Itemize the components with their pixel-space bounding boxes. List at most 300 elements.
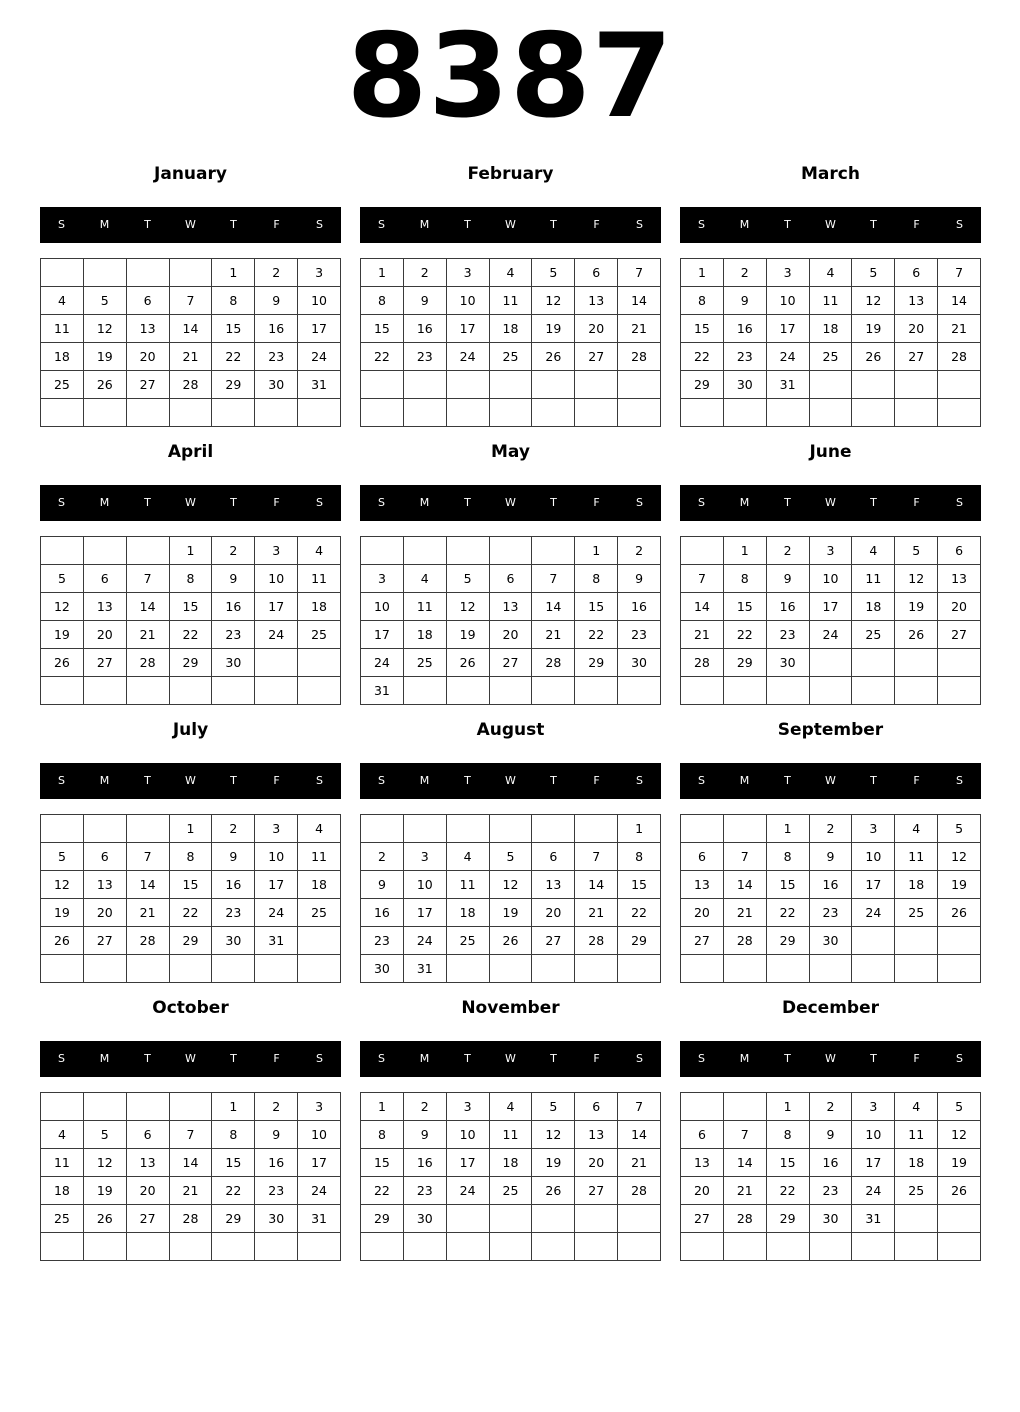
day-cell: 22 bbox=[212, 1177, 255, 1205]
day-cell: 23 bbox=[724, 343, 767, 371]
day-cell: 15 bbox=[767, 871, 810, 899]
day-cell: 21 bbox=[724, 1177, 767, 1205]
day-cell: 18 bbox=[298, 871, 341, 899]
month-july bbox=[40, 720, 341, 983]
weekday-label: W bbox=[185, 496, 196, 509]
weekday-label: F bbox=[273, 218, 280, 231]
day-cell: 8 bbox=[724, 565, 767, 593]
day-cell: 15 bbox=[170, 871, 213, 899]
day-cell: 13 bbox=[127, 315, 170, 343]
empty-day-cell bbox=[298, 399, 341, 427]
empty-day-cell bbox=[361, 399, 404, 427]
day-cell: 17 bbox=[447, 1149, 490, 1177]
empty-day-cell bbox=[41, 1233, 84, 1261]
day-cell: 13 bbox=[84, 871, 127, 899]
empty-day-cell bbox=[490, 537, 533, 565]
empty-day-cell bbox=[618, 955, 661, 983]
day-grid bbox=[680, 1092, 981, 1261]
day-cell: 5 bbox=[41, 565, 84, 593]
empty-day-cell bbox=[895, 1205, 938, 1233]
empty-day-cell bbox=[361, 1233, 404, 1261]
day-cell: 31 bbox=[298, 1205, 341, 1233]
day-cell: 21 bbox=[938, 315, 981, 343]
day-cell: 17 bbox=[404, 899, 447, 927]
day-cell: 27 bbox=[681, 1205, 724, 1233]
day-cell: 18 bbox=[852, 593, 895, 621]
day-cell: 28 bbox=[532, 649, 575, 677]
day-cell: 16 bbox=[810, 1149, 853, 1177]
month-name: May bbox=[491, 442, 530, 462]
day-cell: 20 bbox=[575, 315, 618, 343]
day-cell: 24 bbox=[447, 343, 490, 371]
day-cell: 29 bbox=[618, 927, 661, 955]
weekday-label: W bbox=[825, 1052, 836, 1065]
empty-day-cell bbox=[212, 955, 255, 983]
empty-day-cell bbox=[490, 815, 533, 843]
day-cell: 14 bbox=[618, 1121, 661, 1149]
empty-day-cell bbox=[404, 677, 447, 705]
day-cell: 24 bbox=[447, 1177, 490, 1205]
weekday-header bbox=[680, 207, 981, 243]
day-cell: 27 bbox=[84, 927, 127, 955]
weekday-label: S bbox=[58, 774, 65, 787]
day-cell: 23 bbox=[255, 1177, 298, 1205]
day-cell: 24 bbox=[298, 1177, 341, 1205]
day-cell: 9 bbox=[404, 287, 447, 315]
day-cell: 30 bbox=[212, 649, 255, 677]
day-grid bbox=[360, 536, 661, 705]
day-cell: 28 bbox=[618, 1177, 661, 1205]
weekday-label: T bbox=[550, 218, 557, 231]
year-title: 8387 bbox=[346, 9, 674, 144]
day-cell: 9 bbox=[618, 565, 661, 593]
empty-day-cell bbox=[127, 399, 170, 427]
day-cell: 28 bbox=[170, 371, 213, 399]
weekday-label: F bbox=[273, 1052, 280, 1065]
weekday-label: T bbox=[550, 496, 557, 509]
day-cell: 30 bbox=[255, 371, 298, 399]
day-cell: 3 bbox=[767, 259, 810, 287]
day-cell: 3 bbox=[447, 259, 490, 287]
empty-day-cell bbox=[170, 399, 213, 427]
weekday-label: F bbox=[593, 496, 600, 509]
day-cell: 16 bbox=[767, 593, 810, 621]
day-cell: 12 bbox=[490, 871, 533, 899]
empty-day-cell bbox=[938, 955, 981, 983]
day-cell: 2 bbox=[212, 537, 255, 565]
day-cell: 12 bbox=[938, 1121, 981, 1149]
day-cell: 31 bbox=[767, 371, 810, 399]
day-cell: 5 bbox=[938, 815, 981, 843]
day-cell: 20 bbox=[84, 899, 127, 927]
empty-day-cell bbox=[41, 1093, 84, 1121]
day-cell: 30 bbox=[810, 927, 853, 955]
day-cell: 12 bbox=[895, 565, 938, 593]
weekday-label: S bbox=[698, 218, 705, 231]
day-cell: 6 bbox=[575, 1093, 618, 1121]
day-cell: 21 bbox=[575, 899, 618, 927]
month-october bbox=[40, 998, 341, 1261]
empty-day-cell bbox=[618, 371, 661, 399]
day-cell: 27 bbox=[895, 343, 938, 371]
day-cell: 21 bbox=[724, 899, 767, 927]
empty-day-cell bbox=[361, 371, 404, 399]
day-cell: 30 bbox=[767, 649, 810, 677]
empty-day-cell bbox=[852, 955, 895, 983]
day-cell: 3 bbox=[298, 1093, 341, 1121]
day-cell: 22 bbox=[170, 621, 213, 649]
day-cell: 13 bbox=[532, 871, 575, 899]
day-cell: 18 bbox=[490, 1149, 533, 1177]
day-cell: 4 bbox=[490, 259, 533, 287]
empty-day-cell bbox=[724, 955, 767, 983]
day-cell: 12 bbox=[447, 593, 490, 621]
empty-day-cell bbox=[681, 955, 724, 983]
weekday-label: F bbox=[593, 218, 600, 231]
empty-day-cell bbox=[84, 259, 127, 287]
day-cell: 4 bbox=[404, 565, 447, 593]
day-cell: 4 bbox=[41, 1121, 84, 1149]
empty-day-cell bbox=[404, 371, 447, 399]
weekday-header bbox=[40, 1041, 341, 1077]
weekday-label: W bbox=[185, 774, 196, 787]
day-cell: 9 bbox=[255, 1121, 298, 1149]
day-cell: 13 bbox=[490, 593, 533, 621]
day-cell: 11 bbox=[298, 843, 341, 871]
empty-day-cell bbox=[447, 1205, 490, 1233]
weekday-label: T bbox=[144, 496, 151, 509]
day-cell: 29 bbox=[361, 1205, 404, 1233]
day-cell: 23 bbox=[361, 927, 404, 955]
day-cell: 8 bbox=[361, 287, 404, 315]
weekday-label: T bbox=[784, 218, 791, 231]
day-cell: 14 bbox=[532, 593, 575, 621]
day-cell: 27 bbox=[575, 1177, 618, 1205]
empty-day-cell bbox=[127, 677, 170, 705]
day-cell: 21 bbox=[618, 315, 661, 343]
day-cell: 14 bbox=[938, 287, 981, 315]
weekday-label: T bbox=[870, 218, 877, 231]
day-cell: 29 bbox=[724, 649, 767, 677]
weekday-label: S bbox=[636, 774, 643, 787]
empty-day-cell bbox=[852, 649, 895, 677]
day-grid bbox=[360, 814, 661, 983]
day-cell: 11 bbox=[810, 287, 853, 315]
day-grid bbox=[40, 814, 341, 983]
weekday-header bbox=[360, 207, 661, 243]
day-cell: 21 bbox=[532, 621, 575, 649]
empty-day-cell bbox=[404, 815, 447, 843]
day-cell: 25 bbox=[404, 649, 447, 677]
day-cell: 16 bbox=[404, 1149, 447, 1177]
day-cell: 9 bbox=[255, 287, 298, 315]
day-cell: 15 bbox=[618, 871, 661, 899]
empty-day-cell bbox=[895, 677, 938, 705]
day-cell: 13 bbox=[681, 1149, 724, 1177]
weekday-label: T bbox=[144, 774, 151, 787]
empty-day-cell bbox=[84, 955, 127, 983]
day-cell: 5 bbox=[41, 843, 84, 871]
weekday-label: T bbox=[144, 218, 151, 231]
day-cell: 6 bbox=[127, 1121, 170, 1149]
day-cell: 10 bbox=[447, 287, 490, 315]
weekday-label: S bbox=[956, 774, 963, 787]
day-cell: 30 bbox=[212, 927, 255, 955]
weekday-header bbox=[680, 1041, 981, 1077]
day-cell: 10 bbox=[255, 843, 298, 871]
empty-day-cell bbox=[41, 955, 84, 983]
day-cell: 16 bbox=[212, 871, 255, 899]
day-cell: 2 bbox=[255, 1093, 298, 1121]
day-cell: 22 bbox=[724, 621, 767, 649]
empty-day-cell bbox=[810, 399, 853, 427]
weekday-label: T bbox=[230, 1052, 237, 1065]
day-cell: 20 bbox=[532, 899, 575, 927]
empty-day-cell bbox=[255, 677, 298, 705]
day-cell: 19 bbox=[895, 593, 938, 621]
weekday-label: S bbox=[956, 1052, 963, 1065]
day-cell: 24 bbox=[852, 899, 895, 927]
weekday-label: T bbox=[870, 1052, 877, 1065]
empty-day-cell bbox=[127, 815, 170, 843]
day-cell: 25 bbox=[490, 343, 533, 371]
empty-day-cell bbox=[724, 677, 767, 705]
day-cell: 27 bbox=[127, 1205, 170, 1233]
day-cell: 2 bbox=[810, 1093, 853, 1121]
empty-day-cell bbox=[532, 955, 575, 983]
day-cell: 17 bbox=[767, 315, 810, 343]
weekday-label: T bbox=[784, 1052, 791, 1065]
day-cell: 21 bbox=[170, 343, 213, 371]
day-cell: 20 bbox=[938, 593, 981, 621]
day-cell: 3 bbox=[810, 537, 853, 565]
weekday-label: T bbox=[464, 1052, 471, 1065]
empty-day-cell bbox=[170, 1093, 213, 1121]
month-name: December bbox=[781, 998, 880, 1018]
day-cell: 10 bbox=[447, 1121, 490, 1149]
empty-day-cell bbox=[361, 815, 404, 843]
day-cell: 9 bbox=[810, 843, 853, 871]
day-cell: 11 bbox=[41, 1149, 84, 1177]
month-january bbox=[40, 164, 341, 427]
day-cell: 6 bbox=[681, 843, 724, 871]
day-cell: 17 bbox=[255, 593, 298, 621]
day-cell: 8 bbox=[767, 1121, 810, 1149]
weekday-label: T bbox=[870, 774, 877, 787]
weekday-label: F bbox=[913, 218, 920, 231]
day-cell: 26 bbox=[84, 1205, 127, 1233]
month-name: July bbox=[172, 720, 209, 740]
day-cell: 4 bbox=[490, 1093, 533, 1121]
day-cell: 7 bbox=[724, 843, 767, 871]
empty-day-cell bbox=[255, 649, 298, 677]
day-cell: 11 bbox=[404, 593, 447, 621]
day-cell: 31 bbox=[404, 955, 447, 983]
empty-day-cell bbox=[575, 677, 618, 705]
day-cell: 30 bbox=[724, 371, 767, 399]
day-cell: 6 bbox=[938, 537, 981, 565]
day-cell: 16 bbox=[361, 899, 404, 927]
day-cell: 16 bbox=[255, 315, 298, 343]
empty-day-cell bbox=[41, 537, 84, 565]
day-cell: 18 bbox=[41, 1177, 84, 1205]
weekday-label: S bbox=[698, 774, 705, 787]
day-cell: 5 bbox=[852, 259, 895, 287]
empty-day-cell bbox=[298, 649, 341, 677]
empty-day-cell bbox=[575, 1233, 618, 1261]
empty-day-cell bbox=[447, 677, 490, 705]
month-name: October bbox=[152, 998, 229, 1018]
empty-day-cell bbox=[532, 371, 575, 399]
day-cell: 17 bbox=[298, 315, 341, 343]
day-cell: 6 bbox=[490, 565, 533, 593]
day-cell: 12 bbox=[938, 843, 981, 871]
day-cell: 1 bbox=[212, 259, 255, 287]
empty-day-cell bbox=[447, 371, 490, 399]
day-cell: 19 bbox=[84, 343, 127, 371]
day-cell: 31 bbox=[852, 1205, 895, 1233]
day-cell: 9 bbox=[404, 1121, 447, 1149]
weekday-label: S bbox=[316, 774, 323, 787]
day-cell: 4 bbox=[895, 1093, 938, 1121]
empty-day-cell bbox=[127, 1093, 170, 1121]
weekday-label: S bbox=[58, 1052, 65, 1065]
day-cell: 4 bbox=[810, 259, 853, 287]
day-cell: 18 bbox=[490, 315, 533, 343]
day-cell: 2 bbox=[724, 259, 767, 287]
day-cell: 9 bbox=[724, 287, 767, 315]
weekday-label: T bbox=[784, 496, 791, 509]
empty-day-cell bbox=[618, 1205, 661, 1233]
day-cell: 30 bbox=[404, 1205, 447, 1233]
day-cell: 23 bbox=[212, 899, 255, 927]
day-cell: 22 bbox=[618, 899, 661, 927]
weekday-label: S bbox=[698, 496, 705, 509]
day-cell: 24 bbox=[810, 621, 853, 649]
day-cell: 1 bbox=[724, 537, 767, 565]
day-cell: 2 bbox=[618, 537, 661, 565]
day-cell: 24 bbox=[255, 621, 298, 649]
day-cell: 15 bbox=[575, 593, 618, 621]
weekday-label: S bbox=[378, 1052, 385, 1065]
weekday-label: M bbox=[739, 218, 750, 231]
empty-day-cell bbox=[938, 399, 981, 427]
day-cell: 15 bbox=[212, 1149, 255, 1177]
day-cell: 5 bbox=[84, 287, 127, 315]
day-cell: 4 bbox=[895, 815, 938, 843]
day-cell: 26 bbox=[532, 1177, 575, 1205]
weekday-header bbox=[360, 763, 661, 799]
empty-day-cell bbox=[404, 399, 447, 427]
day-cell: 26 bbox=[84, 371, 127, 399]
day-cell: 28 bbox=[127, 927, 170, 955]
weekday-label: T bbox=[784, 774, 791, 787]
weekday-label: F bbox=[273, 774, 280, 787]
empty-day-cell bbox=[724, 815, 767, 843]
day-cell: 27 bbox=[575, 343, 618, 371]
day-cell: 29 bbox=[681, 371, 724, 399]
day-cell: 22 bbox=[361, 343, 404, 371]
day-grid bbox=[680, 536, 981, 705]
empty-day-cell bbox=[127, 259, 170, 287]
day-cell: 4 bbox=[852, 537, 895, 565]
day-cell: 7 bbox=[127, 843, 170, 871]
day-cell: 26 bbox=[41, 649, 84, 677]
empty-day-cell bbox=[447, 815, 490, 843]
day-cell: 7 bbox=[170, 287, 213, 315]
day-cell: 25 bbox=[41, 1205, 84, 1233]
day-grid bbox=[40, 536, 341, 705]
day-grid bbox=[40, 1092, 341, 1261]
day-cell: 20 bbox=[575, 1149, 618, 1177]
day-cell: 12 bbox=[84, 1149, 127, 1177]
day-cell: 30 bbox=[361, 955, 404, 983]
day-cell: 16 bbox=[404, 315, 447, 343]
day-cell: 8 bbox=[681, 287, 724, 315]
empty-day-cell bbox=[575, 1205, 618, 1233]
day-cell: 19 bbox=[532, 1149, 575, 1177]
day-cell: 24 bbox=[404, 927, 447, 955]
day-cell: 3 bbox=[447, 1093, 490, 1121]
day-cell: 14 bbox=[618, 287, 661, 315]
empty-day-cell bbox=[170, 259, 213, 287]
day-cell: 29 bbox=[575, 649, 618, 677]
day-cell: 1 bbox=[170, 537, 213, 565]
day-cell: 6 bbox=[84, 843, 127, 871]
day-cell: 17 bbox=[298, 1149, 341, 1177]
day-cell: 3 bbox=[361, 565, 404, 593]
day-cell: 10 bbox=[298, 1121, 341, 1149]
day-cell: 13 bbox=[575, 1121, 618, 1149]
day-cell: 28 bbox=[618, 343, 661, 371]
day-cell: 23 bbox=[810, 899, 853, 927]
weekday-label: S bbox=[58, 496, 65, 509]
empty-day-cell bbox=[447, 399, 490, 427]
day-cell: 7 bbox=[938, 259, 981, 287]
day-cell: 2 bbox=[404, 1093, 447, 1121]
empty-day-cell bbox=[532, 677, 575, 705]
day-cell: 19 bbox=[852, 315, 895, 343]
empty-day-cell bbox=[852, 927, 895, 955]
day-cell: 11 bbox=[41, 315, 84, 343]
day-cell: 29 bbox=[170, 927, 213, 955]
weekday-label: T bbox=[464, 774, 471, 787]
weekday-label: W bbox=[185, 218, 196, 231]
empty-day-cell bbox=[490, 1233, 533, 1261]
weekday-label: T bbox=[870, 496, 877, 509]
empty-day-cell bbox=[575, 371, 618, 399]
day-cell: 30 bbox=[618, 649, 661, 677]
weekday-label: M bbox=[739, 774, 750, 787]
empty-day-cell bbox=[255, 399, 298, 427]
weekday-header bbox=[40, 485, 341, 521]
day-cell: 24 bbox=[767, 343, 810, 371]
day-cell: 21 bbox=[170, 1177, 213, 1205]
weekday-label: T bbox=[550, 1052, 557, 1065]
day-cell: 29 bbox=[170, 649, 213, 677]
day-cell: 16 bbox=[810, 871, 853, 899]
day-cell: 8 bbox=[618, 843, 661, 871]
empty-day-cell bbox=[84, 1093, 127, 1121]
day-cell: 23 bbox=[404, 1177, 447, 1205]
empty-day-cell bbox=[84, 1233, 127, 1261]
empty-day-cell bbox=[767, 1233, 810, 1261]
empty-day-cell bbox=[938, 649, 981, 677]
empty-day-cell bbox=[490, 399, 533, 427]
weekday-label: S bbox=[956, 218, 963, 231]
empty-day-cell bbox=[724, 399, 767, 427]
empty-day-cell bbox=[938, 927, 981, 955]
